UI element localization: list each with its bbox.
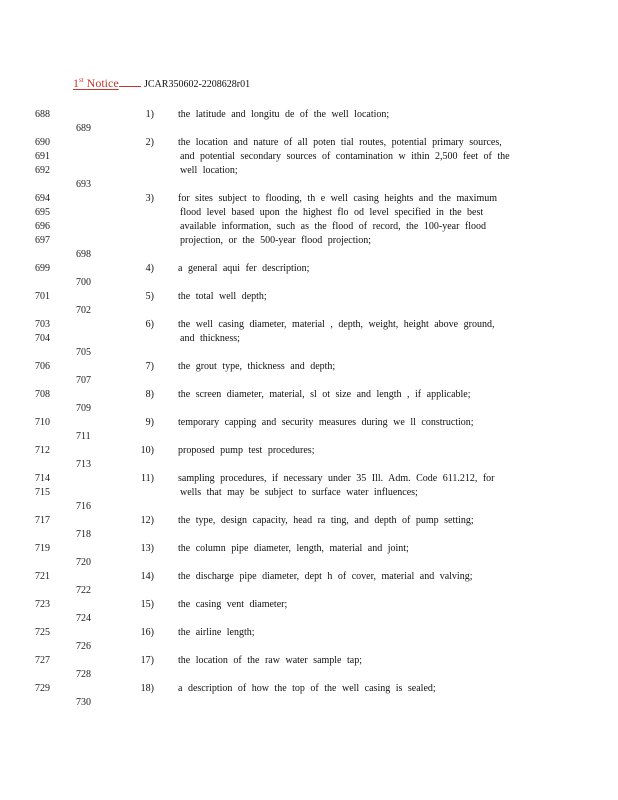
notice-ordinal: 1 (73, 76, 79, 90)
list-item-text: a description of how the top of the well casing is sealed; (178, 683, 436, 694)
line-number: 702 (76, 305, 91, 316)
list-item-number: 16) (140, 627, 154, 638)
list-item-text: the latitude and longitu de of the well location; (178, 109, 390, 120)
line-number: 727 (35, 655, 50, 666)
line-number: 720 (76, 557, 91, 568)
list-item-text: well location; (180, 165, 238, 176)
list-item-text: the type, design capacity, head ra ting, and depth of pump setting; (178, 515, 474, 526)
document-id: JCAR350602-2208628r01 (144, 79, 251, 90)
line-number: 688 (35, 109, 50, 120)
list-item-number: 5) (145, 291, 154, 302)
list-item-number: 1) (145, 109, 154, 120)
list-item-text: and thickness; (180, 333, 240, 344)
list-item-number: 10) (140, 445, 154, 456)
line-number: 701 (35, 291, 50, 302)
list-item-text: the location and nature of all poten tial routes, potential primary sources, (178, 137, 502, 148)
list-item-text: wells that may be subject to surface water influences; (180, 487, 418, 498)
list-item-text: the total well depth; (178, 291, 267, 302)
list-item-number: 12) (140, 515, 154, 526)
list-item-text: proposed pump test procedures; (178, 445, 315, 456)
line-number: 707 (76, 375, 91, 386)
line-number: 699 (35, 263, 50, 274)
line-number: 692 (35, 165, 50, 176)
notice-ordinal-suffix: st (79, 76, 84, 84)
line-number: 722 (76, 585, 91, 596)
line-number: 710 (35, 417, 50, 428)
line-number: 724 (76, 613, 91, 624)
list-item-text: the airline length; (178, 627, 255, 638)
line-number: 704 (35, 333, 50, 344)
list-item-number: 15) (140, 599, 154, 610)
list-item-text: the casing vent diameter; (178, 599, 288, 610)
list-item-number: 2) (145, 137, 154, 148)
line-number: 717 (35, 515, 50, 526)
line-number: 700 (76, 277, 91, 288)
line-number: 689 (76, 123, 91, 134)
list-item-text: flood level based upon the highest flo od level specified in the best (180, 207, 484, 218)
line-number: 708 (35, 389, 50, 400)
line-number: 725 (35, 627, 50, 638)
list-item-number: 13) (140, 543, 154, 554)
list-item-number: 3) (145, 193, 154, 204)
line-number: 730 (76, 697, 91, 708)
notice-text: Notice (86, 76, 119, 90)
line-number: 690 (35, 137, 50, 148)
line-number: 706 (35, 361, 50, 372)
line-number: 718 (76, 529, 91, 540)
list-item-text: the location of the raw water sample tap; (178, 655, 362, 666)
line-number: 715 (35, 487, 50, 498)
list-item-number: 11) (141, 473, 154, 484)
line-number: 705 (76, 347, 91, 358)
line-number: 714 (35, 473, 50, 484)
line-number: 703 (35, 319, 50, 330)
list-item-text: for sites subject to flooding, th e well casing heights and the maximum (178, 193, 498, 204)
list-item-number: 9) (145, 417, 154, 428)
list-item-text: a general aqui fer description; (178, 263, 310, 274)
list-item-text: and potential secondary sources of contamination w ithin 2,500 feet of the (180, 151, 510, 162)
list-item-text: sampling procedures, if necessary under 35 Ill. Adm. Code 611.212, for (178, 473, 495, 484)
list-item-text: the well casing diameter, material , depth, weight, height above ground, (178, 319, 495, 330)
line-number: 694 (35, 193, 50, 204)
list-item-number: 4) (145, 263, 154, 274)
line-number: 723 (35, 599, 50, 610)
line-number: 713 (76, 459, 91, 470)
line-number: 691 (35, 151, 50, 162)
line-number: 697 (35, 235, 50, 246)
line-number: 716 (76, 501, 91, 512)
line-number: 726 (76, 641, 91, 652)
line-number: 698 (76, 249, 91, 260)
notice-label (73, 77, 141, 89)
line-number: 719 (35, 543, 50, 554)
line-number: 696 (35, 221, 50, 232)
list-item-number: 8) (145, 389, 154, 400)
list-item-number: 18) (140, 683, 154, 694)
list-item-text: the discharge pipe diameter, dept h of cover, material and valving; (178, 571, 473, 582)
line-number: 711 (76, 431, 91, 442)
line-number: 728 (76, 669, 91, 680)
list-item-text: the column pipe diameter, length, material and joint; (178, 543, 409, 554)
line-number: 695 (35, 207, 50, 218)
line-number: 709 (76, 403, 91, 414)
list-item-text: available information, such as the flood of record, the 100-year flood (180, 221, 487, 232)
list-item-number: 6) (145, 319, 154, 330)
list-item-text: the screen diameter, material, sl ot size and length , if applicable; (178, 389, 471, 400)
line-number: 693 (76, 179, 91, 190)
list-item-text: temporary capping and security measures during we ll construction; (178, 417, 474, 428)
line-number: 712 (35, 445, 50, 456)
list-item-number: 17) (140, 655, 154, 666)
line-number: 729 (35, 683, 50, 694)
list-item-number: 14) (140, 571, 154, 582)
list-item-text: the grout type, thickness and depth; (178, 361, 336, 372)
list-item-text: projection, or the 500-year flood projection; (180, 235, 372, 246)
line-number: 721 (35, 571, 50, 582)
list-item-number: 7) (145, 361, 154, 372)
